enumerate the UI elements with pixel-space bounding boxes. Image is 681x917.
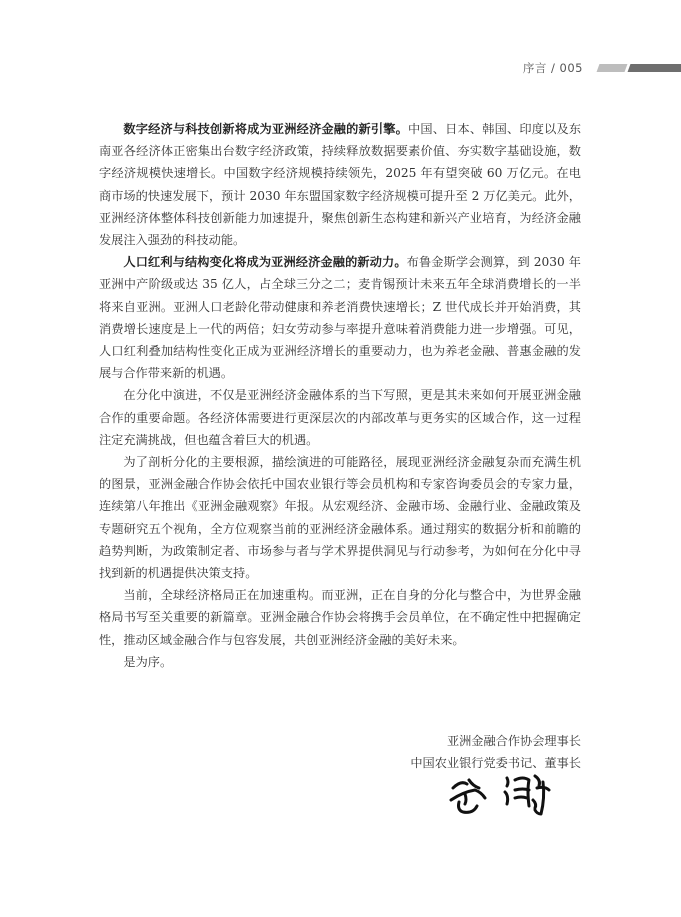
preface-body	[99, 118, 581, 673]
paragraph: 当前，全球经济格局正在加速重构。而亚洲，正在自身的分化与整合中，为世界金融格局书写至关重要的新篇章。亚洲金融合作协会将携手会员单位，在不确定性中把握确定性，推动区域金融合作与包容发展，共创亚洲经济金融的美好未来。	[99, 588, 581, 647]
signer-title-1: 亚洲金融合作协会理事长	[446, 734, 581, 748]
page-header	[523, 60, 681, 76]
signer-title-2: 中国农业银行党委书记、董事长	[410, 756, 581, 771]
handwritten-signature	[445, 770, 560, 820]
closing-line: 是为序。	[123, 654, 173, 669]
header-section-title: 序言 / 005	[522, 61, 583, 75]
paragraph: 数字经济与科技创新将成为亚洲经济金融的新引擎。中国、日本、韩国、印度以及东南亚各经济体正密集出台数字经济政策，持续释放数据要素价值、夯实数字基础设施，数字经济规模快速增长。中国数字经济规模持续领先，2025 年有望突破 60 万亿元。在电商市场的快速发展下，预计 2030 年东盟国家数字经济规模可提升至 2 万亿美元。此外，亚洲经济体整体科技创新能力加速提升，聚焦创新生态构建和新兴产业培育，为经济金融发展注入强劲的科技动能。	[99, 122, 582, 248]
paragraph: 为了剖析分化的主要根源，描绘演进的可能路径，展现亚洲经济金融复杂而充满生机的图景，亚洲金融合作协会依托中国农业银行等会员机构和专家咨询委员会的专家力量，连续第八年推出《亚洲金融观察》年报。从宏观经济、金融市场、金融行业、金融政策及专题研究五个视角，全方位观察当前的亚洲经济金融体系。通过翔实的数据分析和前瞻的趋势判断，为政策制定者、市场参与者与学术界提供洞见与行动参考，为如何在分化中寻找到新的机遇提供决策支持。	[99, 455, 581, 581]
signature-block	[410, 730, 581, 774]
header-decoration-bar	[598, 64, 681, 72]
page-number: 005	[559, 61, 583, 75]
paragraph: 在分化中演进，不仅是亚洲经济金融体系的当下写照，更是其未来如何开展亚洲金融合作的重要命题。各经济体需要进行更深层次的内部改革与更务实的区域合作，这一过程注定充满挑战，但也蕴含着巨大的机遇。	[99, 388, 581, 447]
paragraph: 人口红利与结构变化将成为亚洲经济金融的新动力。布鲁金斯学会测算，到 2030 年亚洲中产阶级或达 35 亿人，占全球三分之二；麦肯锡预计未来五年全球消费增长的一半将来自亚洲。亚洲人口老龄化带动健康和养老消费快速增长；Z 世代成长并开始消费，其消费增长速度是上一代的两倍；妇女劳动参与率提升意味着消费能力进一步增强。可见，人口红利叠加结构性变化正成为亚洲经济增长的重要动力，也为养老金融、普惠金融的发展与合作带来新的机遇。	[99, 255, 581, 381]
